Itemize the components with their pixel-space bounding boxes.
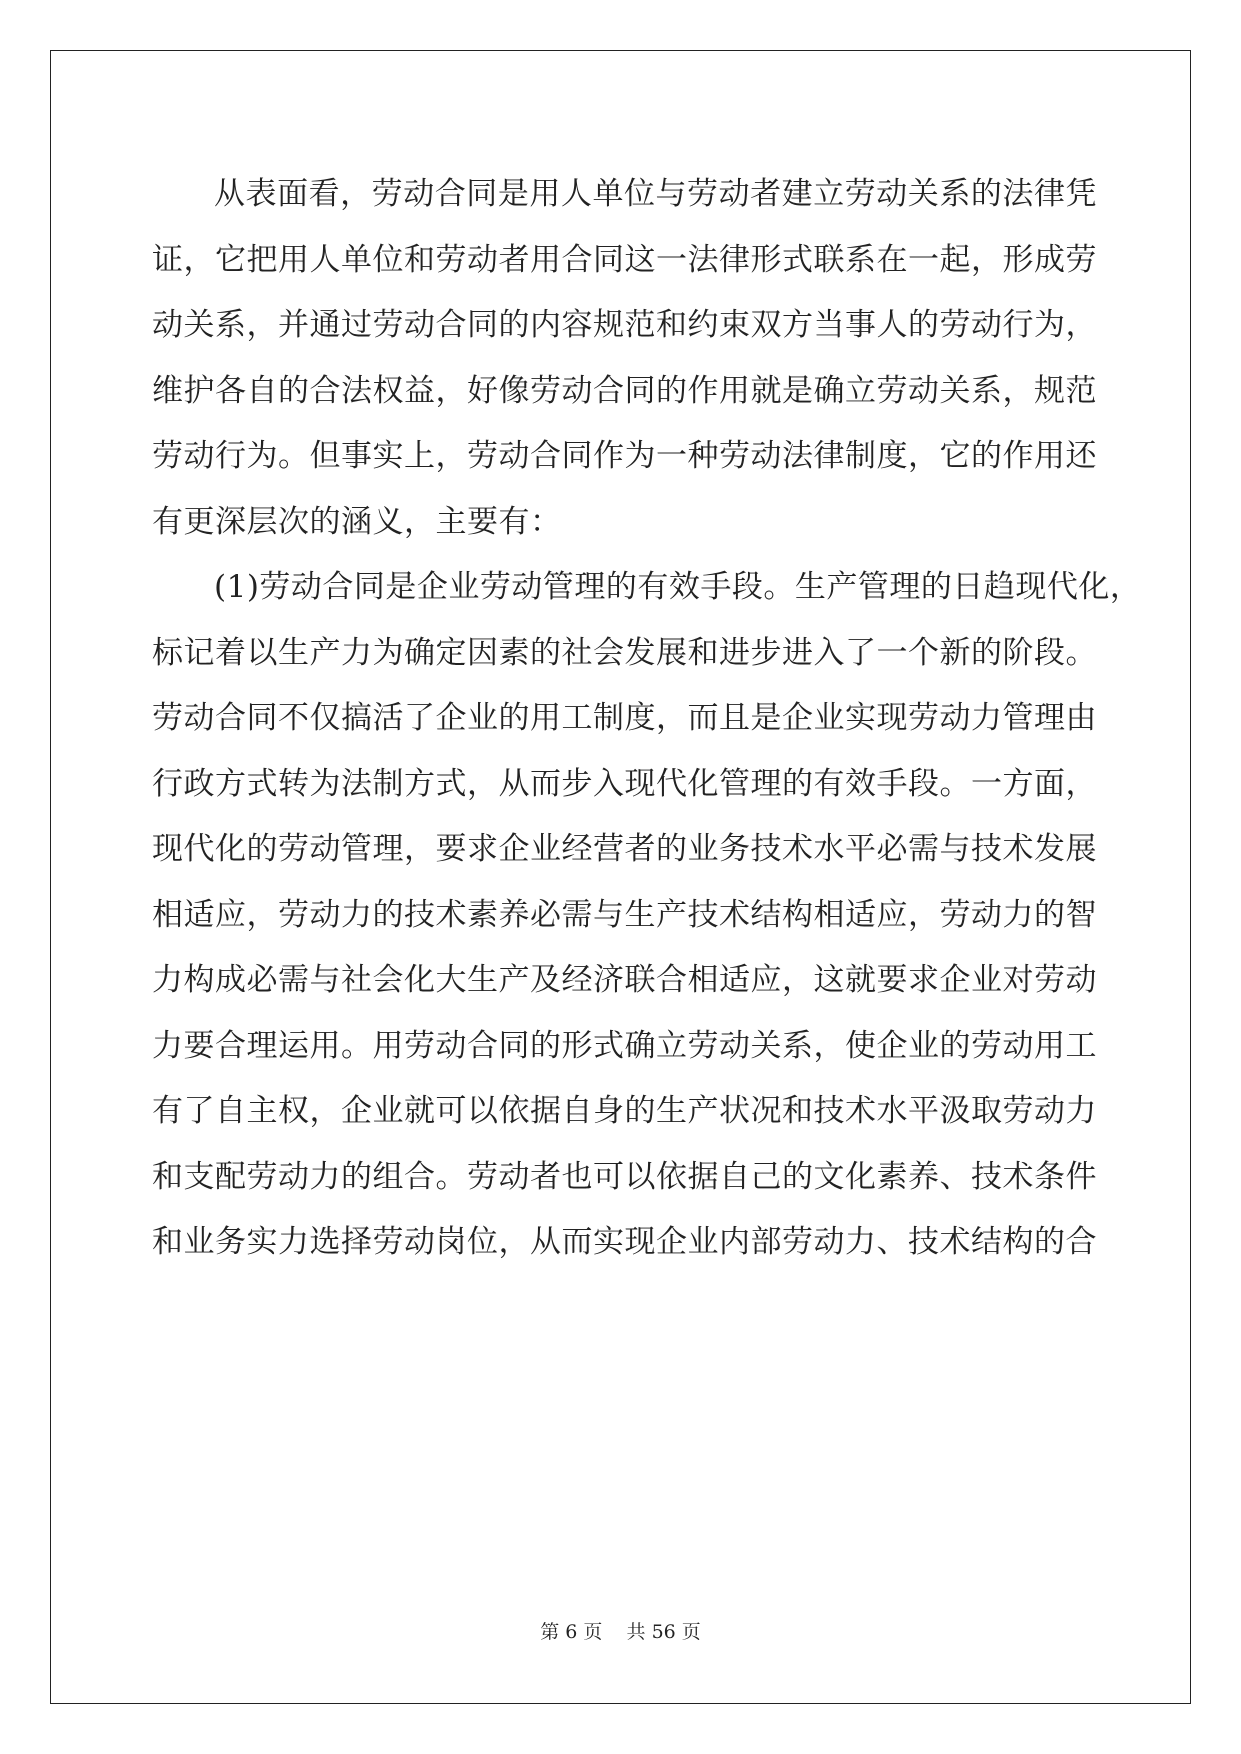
text-line: 力要合理运用。用劳动合同的形式确立劳动关系，使企业的劳动用工 [152,1027,1097,1064]
page-footer [0,1617,1241,1644]
text-line: 现代化的劳动管理，要求企业经营者的业务技术水平必需与技术发展 [152,831,1097,867]
text-line: 从表面看，劳动合同是用人单位与劳动者建立劳动关系的法律凭 [214,176,1097,212]
text-line: 维护各自的合法权益，好像劳动合同的作用就是确立劳动关系，规范 [152,372,1097,409]
text-line: 标记着以生产力为确定因素的社会发展和进步进入了一个新的阶段。 [152,634,1097,671]
document-body [152,162,1142,1276]
text-line: 和支配劳动力的组合。劳动者也可以依据自己的文化素养、技术条件 [152,1158,1097,1195]
paragraph-1 [152,162,1097,555]
text-line: 动关系，并通过劳动合同的内容规范和约束双方当事人的劳动行为， [152,307,1097,343]
paragraph-2 [152,555,1142,1276]
text-line: 相适应，劳动力的技术素养必需与生产技术结构相适应，劳动力的智 [152,896,1097,933]
text-line: (1)劳动合同是企业劳动管理的有效手段。生产管理的日趋现代化， [214,569,1142,605]
total-pages: 共 56 页 [626,1621,701,1643]
text-line: 行政方式转为法制方式，从而步入现代化管理的有效手段。一方面， [152,765,1097,802]
text-line: 有了自主权，企业就可以依据自身的生产状况和技术水平汲取劳动力 [152,1093,1097,1129]
text-line: 劳动合同不仅搞活了企业的用工制度，而且是企业实现劳动力管理由 [152,700,1097,736]
page-number: 第 6 页 [540,1621,603,1643]
text-line: 有更深层次的涵义，主要有： [152,503,562,540]
text-line: 和业务实力选择劳动岗位，从而实现企业内部劳动力、技术结构的合 [152,1224,1097,1260]
text-line: 力构成必需与社会化大生产及经济联合相适应，这就要求企业对劳动 [152,962,1097,998]
text-line: 劳动行为。但事实上，劳动合同作为一种劳动法律制度，它的作用还 [152,438,1097,474]
text-line: 证，它把用人单位和劳动者用合同这一法律形式联系在一起，形成劳 [152,241,1097,278]
